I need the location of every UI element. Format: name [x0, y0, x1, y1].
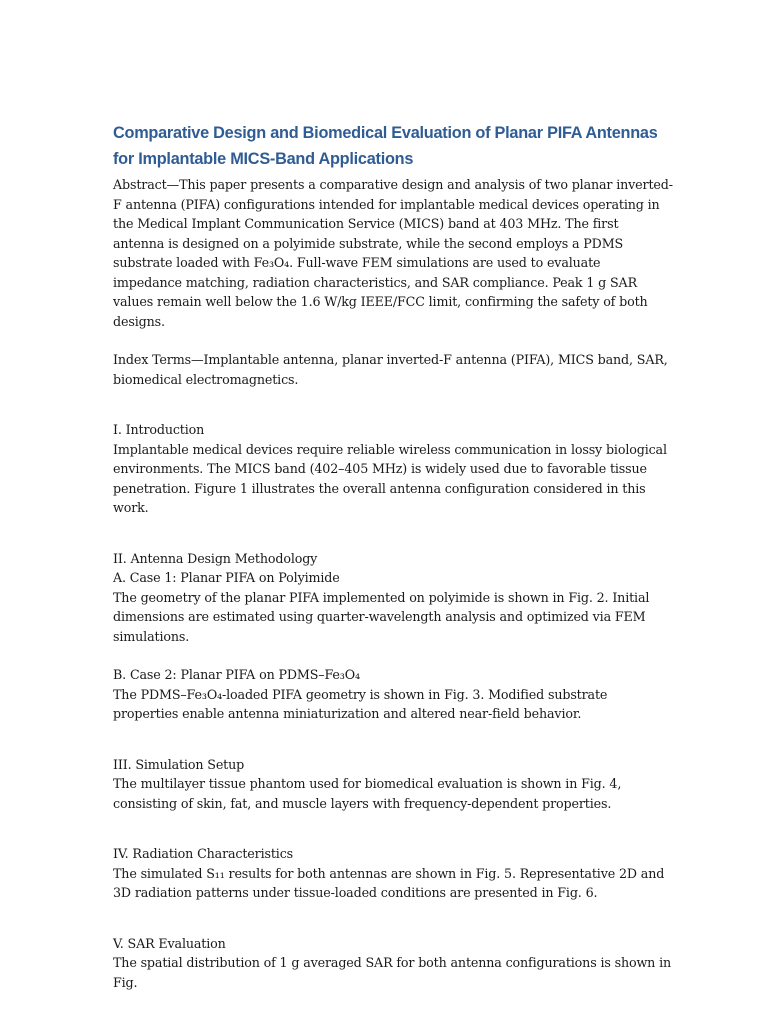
radiation-body: The simulated S₁₁ results for both antennas are shown in Fig. 5. Representative 2D and 3D radiation patterns under tissue-loaded conditions are presented in Fig. 6.: [113, 865, 665, 900]
section-heading-radiation: IV. Radiation Characteristics: [113, 846, 294, 861]
spacer: [113, 331, 673, 350]
subsection-heading-case-2: B. Case 2: Planar PIFA on PDMS–Fe₃O₄: [113, 667, 360, 682]
sar-body: The spatial distribution of 1 g averaged SAR for both antenna configurations is shown in Fig.: [113, 955, 672, 990]
spacer: [113, 724, 673, 755]
case-1-body: The geometry of the planar PIFA implemented on polyimide is shown in Fig. 2. Initial dimensions are estimated using quarter-wavelength analysis and optimized via FEM simulations.: [113, 589, 650, 644]
case-2-body: The PDMS–Fe₃O₄-loaded PIFA geometry is shown in Fig. 3. Modified substrate properties enable antenna miniaturization and altered near-field behavior.: [113, 686, 608, 721]
section-heading-introduction: I. Introduction: [113, 422, 205, 437]
spacer: [113, 389, 673, 420]
abstract: Abstract—This paper presents a comparative design and analysis of two planar inverted-F antenna (PIFA) configurations intended for implantable medical devices operating in the Medical Implant Communication Service (MICS) band at 403 MHz. The first antenna is designed on a polyimide substrate, while the second employs a PDMS substrate loaded with Fe₃O₄. Full-wave FEM simulations are used to evaluate impedance matching, radiation characteristics, and SAR compliance. Peak 1 g SAR values remain well below the 1.6 W/kg IEEE/FCC limit, confirming the safety of both designs.: [113, 177, 673, 329]
document-page: [113, 121, 673, 992]
simulation-body: The multilayer tissue phantom used for biomedical evaluation is shown in Fig. 4, consisting of skin, fat, and muscle layers with frequency-dependent properties.: [113, 776, 622, 811]
introduction-body: Implantable medical devices require reliable wireless communication in lossy biological environments. The MICS band (402–405 MHz) is widely used due to favorable tissue penetration. Figure 1 illustrates the overall antenna configuration considered in this work.: [113, 441, 667, 515]
spacer: [113, 903, 673, 934]
section-heading-design: II. Antenna Design Methodology: [113, 550, 318, 566]
spacer: [113, 646, 673, 665]
paper-title: Comparative Design and Biomedical Evaluation of Planar PIFA Antennas for Implantable MICS-Band Applications: [113, 124, 658, 168]
spacer: [113, 813, 673, 844]
section-heading-simulation: III. Simulation Setup: [113, 756, 245, 772]
subsection-heading-case-1: A. Case 1: Planar PIFA on Polyimide: [113, 570, 340, 585]
spacer: [113, 518, 673, 549]
section-heading-sar: V. SAR Evaluation: [113, 935, 226, 951]
index-terms: Index Terms—Implantable antenna, planar inverted-F antenna (PIFA), MICS band, SAR, biomedical electromagnetics.: [113, 352, 668, 387]
